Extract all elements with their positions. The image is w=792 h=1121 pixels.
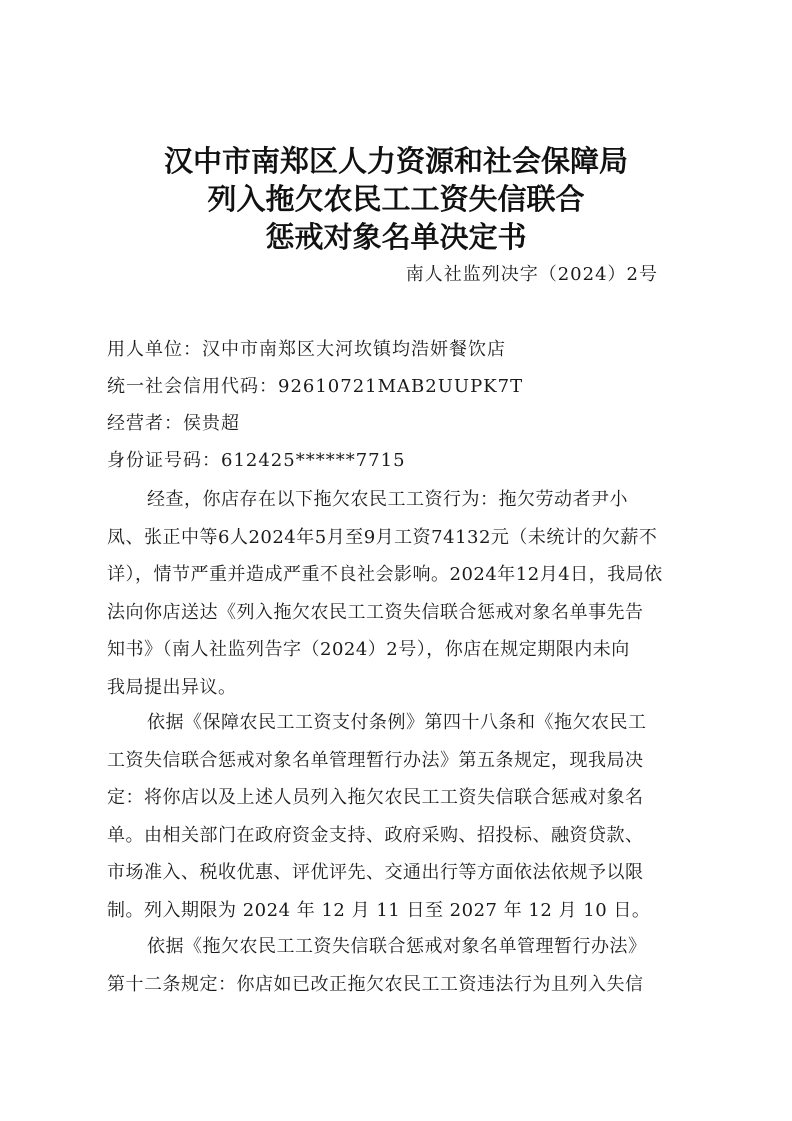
text-line: 依据《保障农民工工资支付条例》第四十八条和《拖欠农民工: [147, 712, 647, 733]
paragraph-decision: [107, 704, 687, 929]
text-line: 法向你店送达《列入拖欠农民工工资失信联合惩戒对象名单事先告: [107, 601, 644, 623]
text-line: 单。由相关部门在政府资金支持、政府采购、招投标、融资贷款、: [107, 824, 644, 846]
text-line: 知书》（南人社监列告字（2024）2号），你店在规定期限内未向: [107, 639, 630, 660]
paragraph-investigation: [107, 481, 687, 706]
credit-code-line: 统一社会信用代码：92610721MAB2UUPK7T: [107, 376, 524, 397]
text-line: 我局提出异议。: [107, 676, 237, 698]
document-number: 南人社监列决字（2024）2号: [405, 264, 658, 285]
employer-line: 用人单位：汉中市南郑区大河坎镇均浩妍餐饮店: [107, 339, 506, 360]
text-line: 详），情节严重并造成严重不良社会影响。2024年12月4日，我局依: [107, 564, 663, 585]
text-line: 经查，你店存在以下拖欠农民工工资行为：拖欠劳动者尹小: [147, 489, 628, 510]
text-line: 制。列入期限为 2024 年 12 月 11 日至 2027 年 12 月 10 日。: [107, 899, 651, 921]
text-line: 市场准入、税收优惠、评优评先、交通出行等方面依法依规予以限: [107, 862, 644, 883]
title-line-2: 列入拖欠农民工工资失信联合: [207, 182, 585, 216]
text-line: 依据《拖欠农民工工资失信联合惩戒对象名单管理暂行办法》: [147, 936, 647, 957]
paragraph-removal-basis: [107, 928, 687, 1003]
text-line: 工资失信联合惩戒对象名单管理暂行办法》第五条规定，现我局决: [107, 749, 644, 771]
operator-line: 经营者：侯贵超: [107, 413, 240, 434]
text-line: 凤、张正中等6人2024年5月至9月工资74132元（未统计的欠薪不: [107, 526, 658, 548]
title-line-3: 惩戒对象名单决定书: [265, 220, 527, 254]
text-line: 第十二条规定：你店如已改正拖欠农民工工资违法行为且列入失信: [107, 973, 644, 995]
title-line-1: 汉中市南郑区人力资源和社会保障局: [163, 144, 628, 178]
text-line: 定：将你店以及上述人员列入拖欠农民工工资失信联合惩戒对象名: [107, 787, 644, 808]
id-number-line: 身份证号码：612425******7715: [107, 450, 406, 471]
